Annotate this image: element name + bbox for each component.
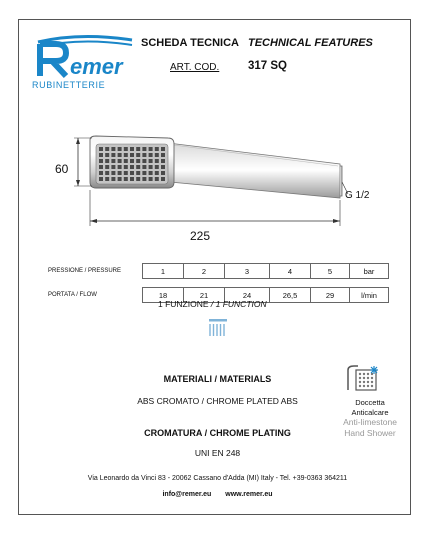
company-contacts (0, 491, 435, 498)
function-en: / 1 FUNCTION (210, 299, 267, 309)
nozzle (161, 159, 165, 163)
nozzle (149, 177, 153, 181)
nozzle (99, 153, 103, 157)
nozzle (99, 177, 103, 181)
nozzle (105, 165, 109, 169)
flow-cell: 21 (184, 288, 225, 303)
nozzle (161, 153, 165, 157)
header-title-en: TECHNICAL FEATURES (248, 37, 373, 49)
nozzle (142, 147, 146, 151)
pressure-label: PRESSIONE / PRESSURE (48, 264, 143, 279)
function-label (158, 299, 267, 309)
nozzle (142, 177, 146, 181)
pressure-cell: 5 (311, 264, 350, 279)
nozzle (155, 165, 159, 169)
nozzle (105, 159, 109, 163)
anti-it-line1: Doccetta (355, 398, 385, 407)
plating-title: CROMATURA / CHROME PLATING (144, 428, 291, 438)
website-link[interactable]: www.remer.eu (225, 491, 273, 498)
pressure-cell: 2 (184, 264, 225, 279)
nozzle (161, 165, 165, 169)
flow-label: PORTATA / FLOW (48, 288, 143, 303)
nozzle (155, 177, 159, 181)
nozzle (111, 177, 115, 181)
nozzle (155, 147, 159, 151)
nozzle (142, 165, 146, 169)
nozzle (111, 159, 115, 163)
art-code-value: 317 SQ (248, 60, 287, 72)
flow-unit: l/min (350, 288, 389, 303)
nozzle (105, 153, 109, 157)
nozzle (136, 159, 140, 163)
nozzle (155, 159, 159, 163)
nozzle (136, 165, 140, 169)
brand-logo (30, 34, 140, 98)
nozzle (161, 177, 165, 181)
brand-subtitle: RUBINETTERIE (32, 80, 106, 90)
nozzle (130, 171, 134, 175)
flow-cell: 26,5 (270, 288, 311, 303)
nozzle (124, 171, 128, 175)
materials-title: MATERIALI / MATERIALS (163, 374, 272, 384)
nozzle (124, 165, 128, 169)
nozzle (105, 177, 109, 181)
nozzle (136, 177, 140, 181)
specs-table (48, 263, 389, 303)
anti-limestone-icon (346, 364, 380, 394)
nozzle (111, 147, 115, 151)
nozzle (149, 147, 153, 151)
nozzle (99, 159, 103, 163)
nozzle (105, 171, 109, 175)
length-dimension: 225 (190, 229, 211, 243)
nozzle (142, 159, 146, 163)
nozzle (136, 153, 140, 157)
nozzle (105, 147, 109, 151)
pressure-cell: 4 (270, 264, 311, 279)
nozzle (155, 171, 159, 175)
nozzle (136, 171, 140, 175)
nozzle (118, 165, 122, 169)
pressure-row (48, 264, 389, 279)
connection-size: G 1/2 (345, 190, 370, 201)
nozzle (118, 171, 122, 175)
anti-en-line1: Anti-limestone (343, 417, 397, 427)
nozzle (124, 177, 128, 181)
shower-spray-icon (207, 318, 229, 338)
nozzle (161, 171, 165, 175)
svg-text:emer: emer (70, 54, 123, 79)
nozzle (124, 159, 128, 163)
pressure-cell: 1 (143, 264, 184, 279)
art-code-label: ART. COD. (170, 62, 220, 73)
nozzle (111, 165, 115, 169)
nozzle (118, 147, 122, 151)
header-title-it: SCHEDA TECNICA (141, 37, 239, 49)
flow-cell: 18 (143, 288, 184, 303)
nozzle (149, 171, 153, 175)
anti-it-line2: Anticalcare (351, 407, 389, 417)
nozzle (124, 147, 128, 151)
flow-cell: 29 (311, 288, 350, 303)
nozzle (130, 147, 134, 151)
nozzle (142, 153, 146, 157)
nozzle (99, 165, 103, 169)
anti-limestone-label (340, 398, 400, 439)
company-address: Via Leonardo da Vinci 83 - 20062 Cassano d'Adda (MI) Italy - Tel. +39-0363 364211 (87, 475, 348, 482)
nozzle (155, 153, 159, 157)
nozzle (149, 153, 153, 157)
nozzle (130, 177, 134, 181)
nozzle (161, 147, 165, 151)
nozzle (130, 159, 134, 163)
email-link[interactable]: info@remer.eu (162, 491, 212, 498)
nozzle (130, 153, 134, 157)
height-dimension: 60 (55, 162, 69, 176)
nozzle (130, 165, 134, 169)
pressure-unit: bar (350, 264, 389, 279)
nozzle (118, 177, 122, 181)
function-it: 1 FUNZIONE (158, 299, 209, 309)
nozzle (136, 147, 140, 151)
nozzle (149, 165, 153, 169)
nozzle (124, 153, 128, 157)
nozzle (111, 171, 115, 175)
flow-cell: 24 (225, 288, 270, 303)
plating-value: UNI EN 248 (194, 448, 241, 458)
nozzle (142, 171, 146, 175)
nozzle (111, 153, 115, 157)
nozzle (118, 153, 122, 157)
nozzle (99, 171, 103, 175)
nozzle (149, 159, 153, 163)
pressure-cell: 3 (225, 264, 270, 279)
remer-logo-mark (30, 34, 140, 80)
materials-value: ABS CROMATO / CHROME PLATED ABS (137, 396, 298, 406)
anti-en-line2: Hand Shower (344, 428, 396, 438)
nozzle (99, 147, 103, 151)
nozzle (118, 159, 122, 163)
